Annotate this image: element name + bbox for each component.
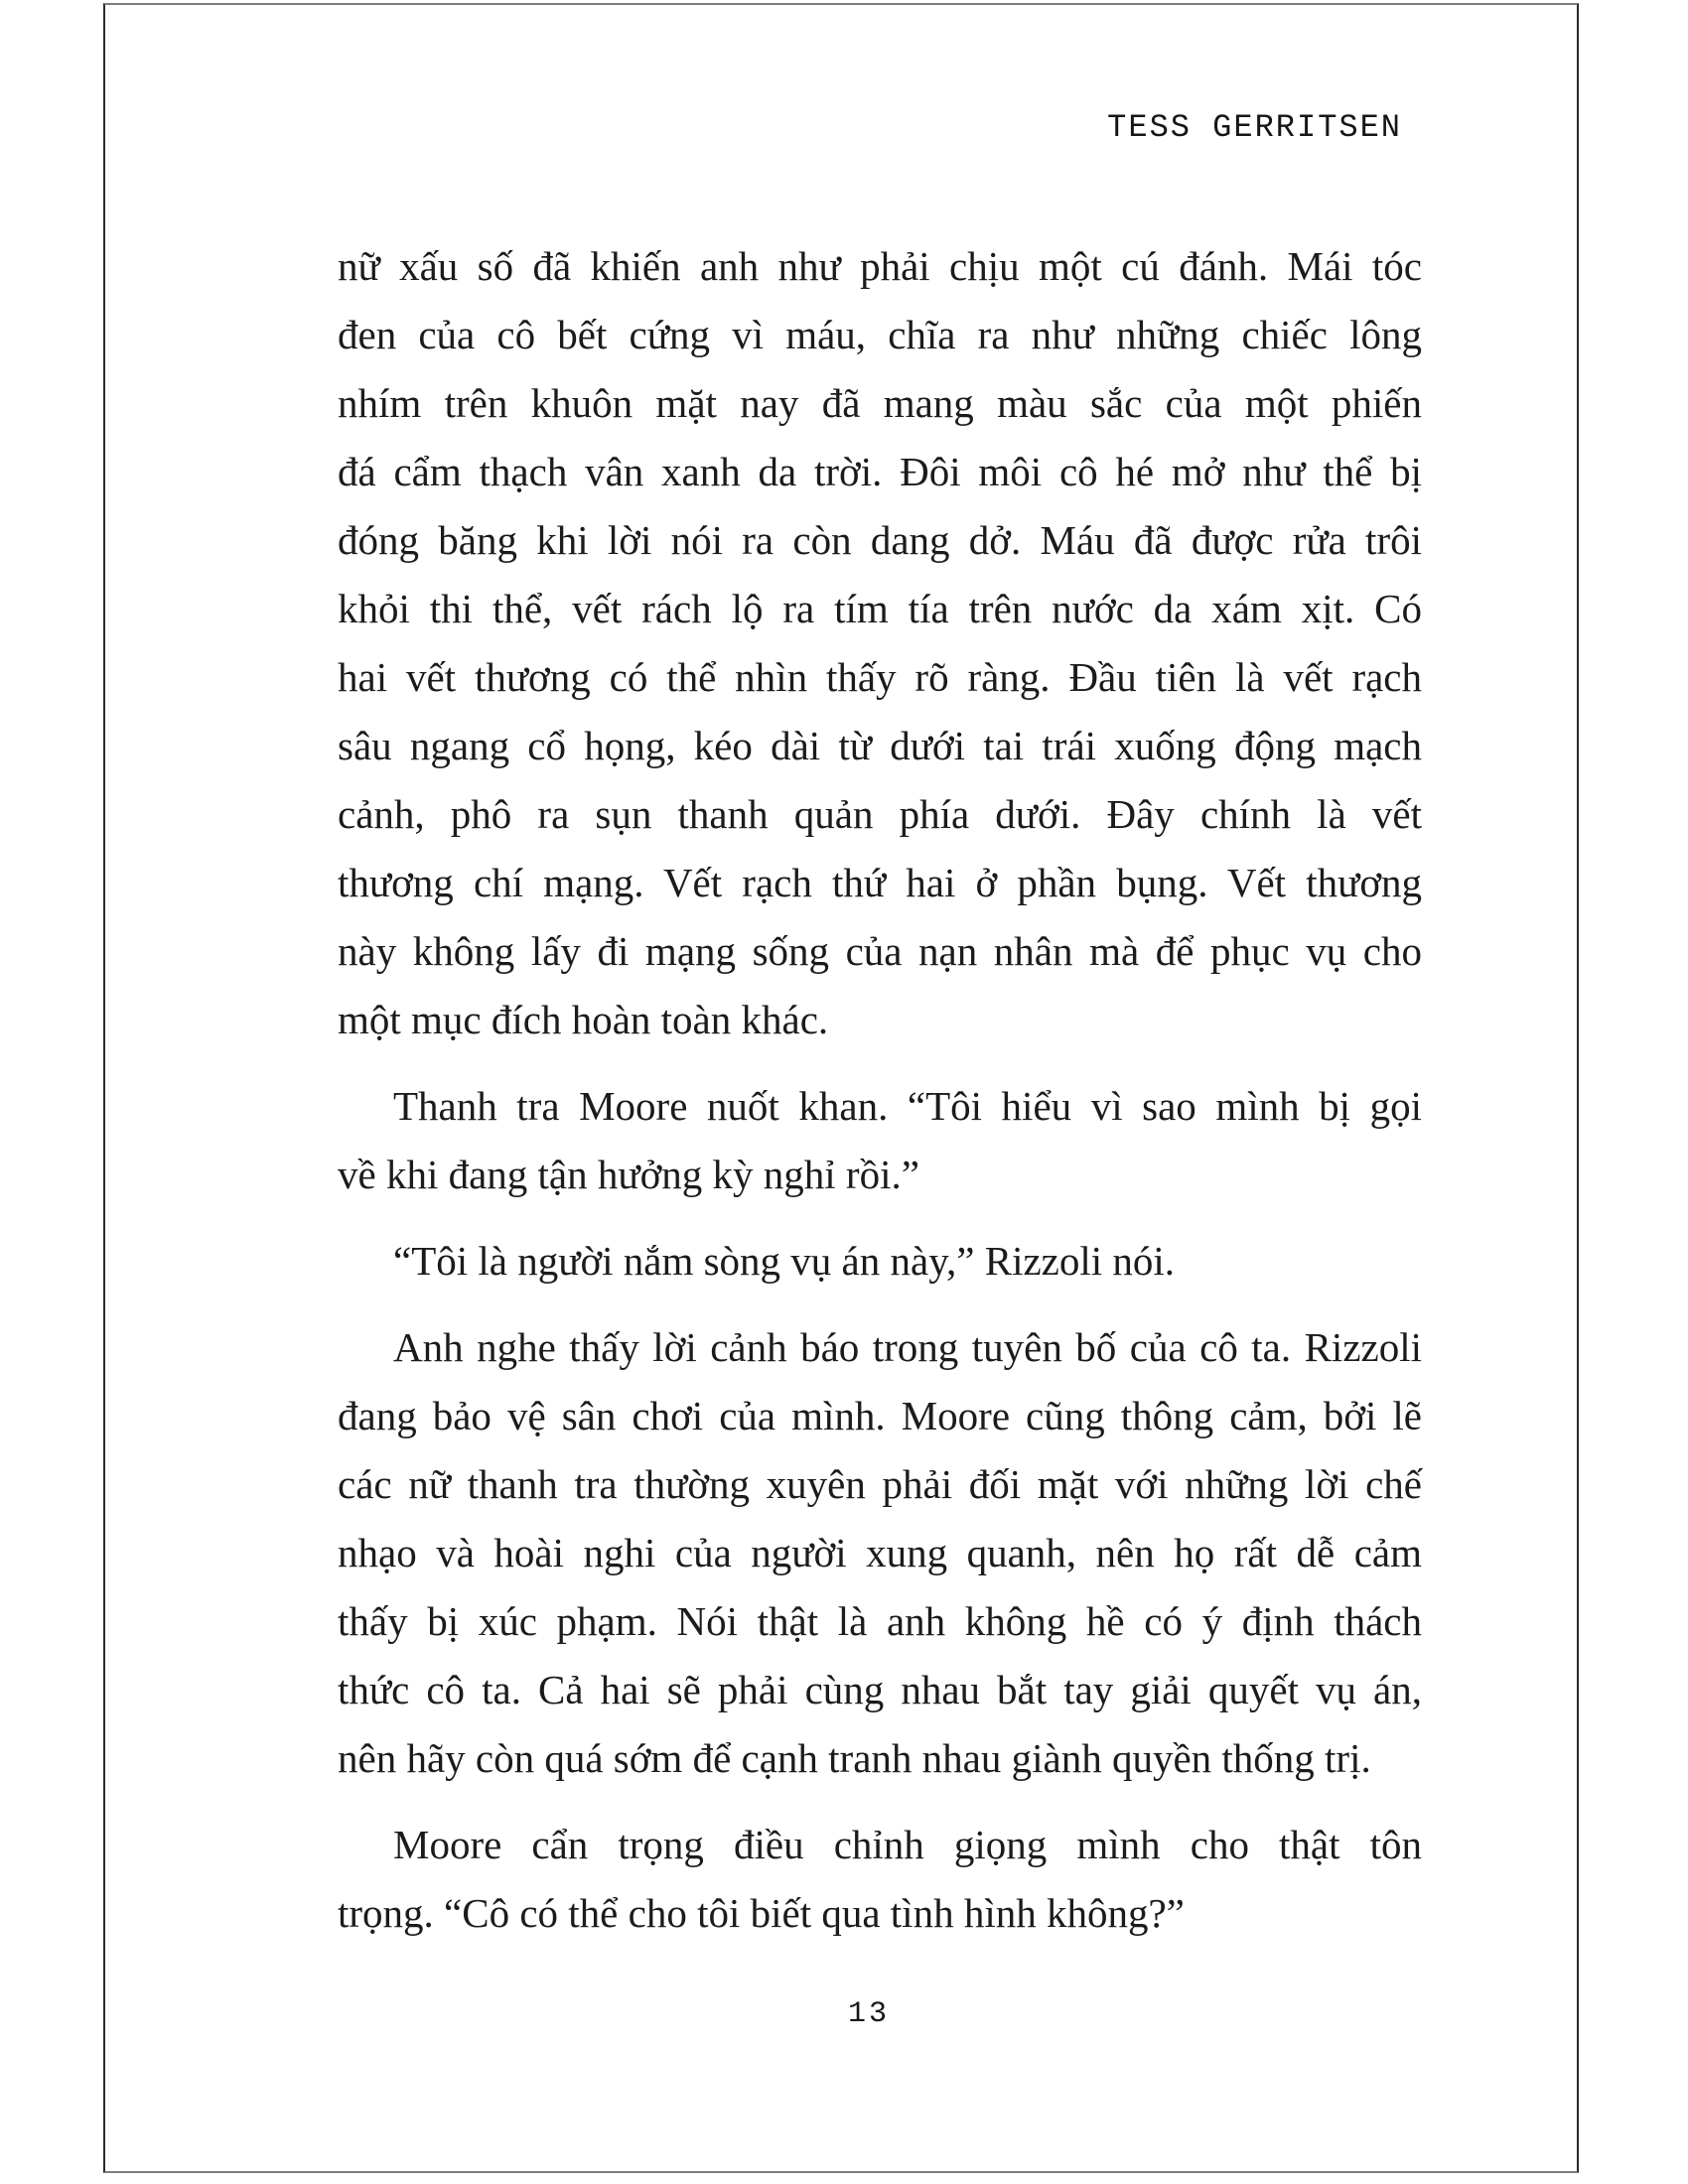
text-line: nhím trên khuôn mặt nay đã mang màu sắc của một phiến xyxy=(338,380,1422,426)
text-line: nhạo và hoài nghi của người xung quanh, nên họ rất dễ cảm xyxy=(338,1530,1422,1575)
text-line: các nữ thanh tra thường xuyên phải đối mặt với những lời chế xyxy=(338,1461,1422,1507)
text-line: cảnh, phô ra sụn thanh quản phía dưới. Đây chính là vết xyxy=(338,791,1422,837)
text-line: đá cẩm thạch vân xanh da trời. Đôi môi cô hé mở như thể bị xyxy=(338,449,1422,494)
text-line: “Tôi là người nắm sòng vụ án này,” Rizzoli nói. xyxy=(393,1238,1176,1284)
text-block xyxy=(338,232,1422,1966)
text-line: Thanh tra Moore nuốt khan. “Tôi hiểu vì sao mình bị gọi xyxy=(393,1083,1422,1129)
text-line: đóng băng khi lời nói ra còn dang dở. Máu đã được rửa trôi xyxy=(338,517,1422,563)
paragraph xyxy=(338,1811,1422,1948)
text-line: một mục đích hoàn toàn khác. xyxy=(338,997,829,1042)
text-line: này không lấy đi mạng sống của nạn nhân mà để phục vụ cho xyxy=(338,928,1422,974)
text-line: thấy bị xúc phạm. Nói thật là anh không hề có ý định thách xyxy=(338,1598,1422,1644)
paragraph xyxy=(338,1072,1422,1209)
text-line: Moore cẩn trọng điều chỉnh giọng mình cho thật tôn xyxy=(393,1822,1422,1867)
text-line: đang bảo vệ sân chơi của mình. Moore cũng thông cảm, bởi lẽ xyxy=(338,1393,1422,1438)
page-number: 13 xyxy=(847,1997,890,2031)
text-line: về khi đang tận hưởng kỳ nghỉ rồi.” xyxy=(338,1152,919,1197)
text-line: khỏi thi thể, vết rách lộ ra tím tía trên nước da xám xịt. Có xyxy=(338,586,1422,631)
running-header: TESS GERRITSEN xyxy=(1107,109,1402,146)
text-line: thương chí mạng. Vết rạch thứ hai ở phần bụng. Vết thương xyxy=(338,860,1422,905)
text-line: đen của cô bết cứng vì máu, chĩa ra như những chiếc lông xyxy=(338,312,1422,357)
text-line: thức cô ta. Cả hai sẽ phải cùng nhau bắt tay giải quyết vụ án, xyxy=(338,1667,1422,1712)
text-line: nữ xấu số đã khiến anh như phải chịu một cú đánh. Mái tóc xyxy=(338,243,1422,289)
paragraph xyxy=(338,232,1422,1054)
paragraph xyxy=(338,1227,1422,1296)
text-line: hai vết thương có thể nhìn thấy rõ ràng. Đầu tiên là vết rạch xyxy=(338,654,1422,700)
text-line: sâu ngang cổ họng, kéo dài từ dưới tai trái xuống động mạch xyxy=(338,723,1422,768)
text-line: trọng. “Cô có thể cho tôi biết qua tình hình không?” xyxy=(338,1890,1185,1936)
text-line: Anh nghe thấy lời cảnh báo trong tuyên bố của cô ta. Rizzoli xyxy=(393,1324,1422,1370)
text-line: nên hãy còn quá sớm để cạnh tranh nhau giành quyền thống trị. xyxy=(338,1735,1371,1781)
paragraph xyxy=(338,1313,1422,1793)
